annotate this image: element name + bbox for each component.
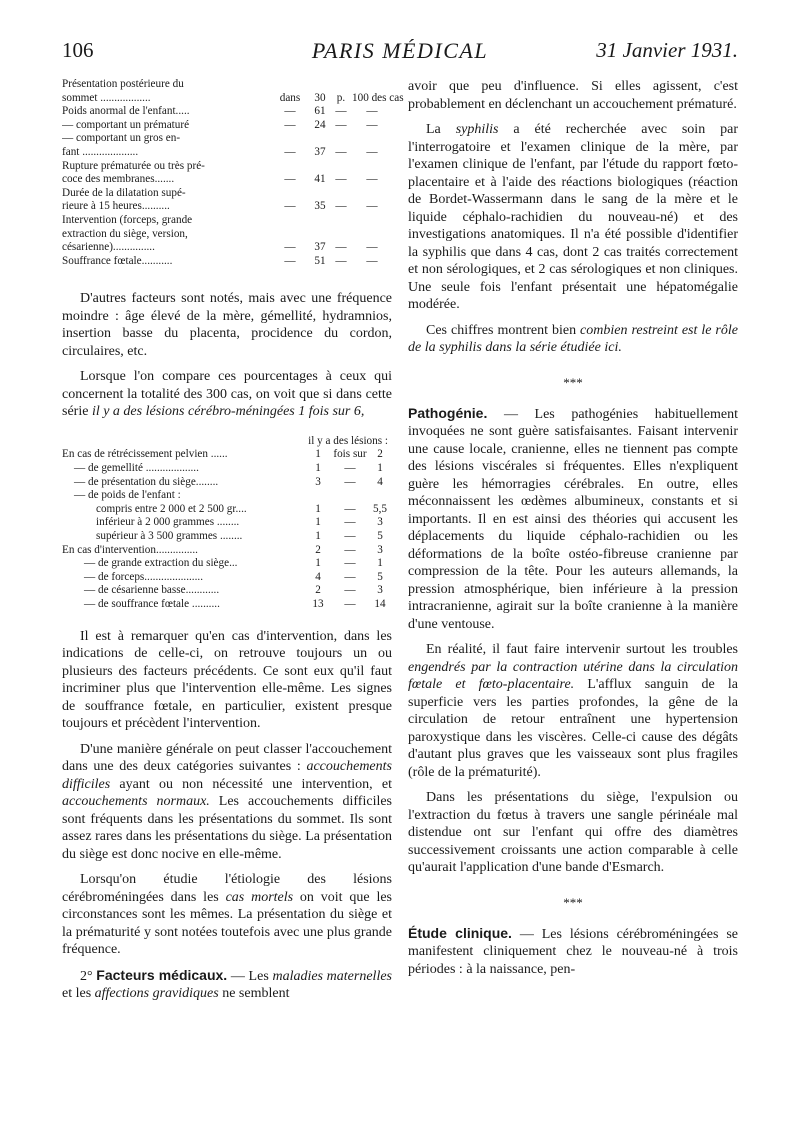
paragraph-continuation: avoir que peu d'influence. Si elles agissent, c'est probablement en déclenchant un accouchement prématuré.: [408, 79, 738, 112]
stats-value: —: [366, 200, 378, 213]
stats-label: rieure à 15 heures..........: [62, 200, 170, 213]
lesion-row: [62, 503, 392, 517]
lesion-value: 1: [315, 529, 321, 542]
stats-value: —: [366, 118, 378, 131]
stats-value: —: [366, 254, 378, 267]
stats-row: [62, 146, 392, 160]
stats-row: [62, 255, 392, 269]
section-separator: ***: [563, 374, 583, 390]
stats-value: —: [284, 241, 296, 254]
lesion-value: 3: [377, 543, 383, 556]
lesion-value: 1: [315, 462, 321, 474]
stats-label: Intervention (forceps, grande: [62, 213, 193, 226]
lesion-value: 4: [377, 475, 383, 488]
paragraph-syphilis: La syphilis a été recherchée avec soin par l'interrogatoire et l'examen clinique de la mère, par l'examen clinique de l'enfant, par l'étude du rapport fœto-placentaire et à l'aide des réactions biologiques (réaction de Bordet-Wassermann dans le sang de la mère et le liquide céphalo-rachidien du nouveau-né) et des investigations anatomiques. Il n'a été possible d'identifier la syphilis que dans 4 cas, dont 2 cas traités correctement et non sérologiques, et 2 cas sérologiques et non cliniques. Une seule fois l'enfant présentait une hépatomégalie modérée.: [408, 122, 738, 312]
lesion-row: [62, 544, 392, 558]
lesion-value: 1: [377, 462, 383, 474]
section-heading-pathogenie: Pathogénie.: [408, 404, 488, 421]
stats-value: —: [284, 118, 296, 131]
lesion-value: 3: [315, 475, 321, 488]
stats-value: —: [335, 254, 347, 267]
lesion-row: [62, 571, 392, 585]
paragraph-classification: D'une manière générale on peut classer l'accouchement dans une des deux catégories suivantes : accouchements difficiles ayant ou non nécessité une intervention, et accouchements normaux. Les accouchements difficiles sont fréquents dans les présentations du sommet. Ils sont assez rares dans les présentations du siège. La présentation du siège est donc nocive en elle-même.: [62, 741, 393, 862]
stats-value: —: [335, 241, 347, 254]
lesion-label: En cas de rétrécissement pelvien ......: [62, 448, 228, 461]
stats-row: [62, 132, 392, 146]
lesion-value: 1: [315, 502, 321, 515]
stats-label: — comportant un prématuré: [62, 118, 190, 131]
page-header: [62, 38, 738, 68]
stats-row: [62, 78, 392, 92]
section-heading-medical-factors: Facteurs médicaux.: [96, 966, 228, 983]
stats-value: —: [284, 105, 296, 118]
paragraph-other-factors: D'autres facteurs sont notés, mais avec une fréquence moindre : âge élevé de la mère, gémellité, hydramnios, insertion basse du placenta, procidence du cordon, circulaires, etc.: [62, 291, 392, 359]
stats-value: —: [284, 173, 296, 186]
lesion-row: [62, 598, 392, 612]
lesion-value: 2: [315, 543, 321, 556]
stats-row: [62, 160, 392, 174]
stats-row: [62, 119, 392, 133]
lesion-value: —: [344, 502, 356, 515]
lesion-row: [62, 530, 392, 544]
stats-value: 24: [314, 118, 326, 131]
stats-value: —: [335, 200, 347, 213]
lesion-frequency-table: [62, 435, 392, 612]
stats-label: Poids anormal de l'enfant.....: [62, 105, 190, 118]
stats-value: —: [335, 145, 347, 158]
lesion-label: — de gemellité ...................: [74, 462, 199, 474]
stats-label: — comportant un gros en-: [62, 132, 181, 145]
stats-value: —: [284, 200, 296, 213]
stats-row: [62, 228, 392, 242]
lesion-label: supérieur à 3 500 grammes ........: [96, 529, 243, 542]
lesion-label: — de grande extraction du siège...: [84, 557, 238, 570]
paragraph-medical-factors: 2° Facteurs médicaux. — Les maladies maternelles et les affections gravidiques ne semblent: [62, 966, 392, 1002]
paragraph-fatal-cases: Lorsqu'on étudie l'étiologie des lésions cérébroméningées dans les cas mortels on voit que les circonstances sont les mêmes. La présentation du siège et la prématurité y sont notées toutefois avec une plus grande fréquence.: [62, 872, 392, 958]
lesion-row: [62, 557, 392, 571]
lesion-label: — de présentation du siège........: [74, 475, 219, 488]
lesion-value: 1: [377, 557, 383, 570]
stats-value: —: [284, 145, 296, 158]
lesion-label: compris entre 2 000 et 2 500 gr....: [96, 502, 247, 515]
paragraph-syphilis-conclusion: Ces chiffres montrent bien combien restreint est le rôle de la syphilis dans la série étudiée ici.: [408, 322, 738, 355]
lesion-value: 1: [315, 448, 321, 461]
lesion-value: 1: [315, 516, 321, 529]
stats-row: [62, 91, 404, 106]
lesion-value: 1: [315, 557, 321, 570]
section-separator: ***: [563, 894, 583, 910]
lesion-value: 2: [315, 584, 321, 597]
lesion-row: [62, 489, 392, 503]
stats-value: 51: [314, 254, 326, 267]
lesion-row: [62, 462, 392, 476]
lesion-value: —: [344, 462, 356, 474]
section-heading-clinical-study: Étude clinique.: [408, 924, 512, 941]
right-column: [408, 78, 738, 978]
journal-title: PARIS MÉDICAL: [311, 38, 489, 63]
issue-date: 31 Janvier 1931.: [596, 38, 738, 62]
lesion-row: [62, 584, 392, 598]
stats-label: extraction du siège, version,: [62, 227, 188, 240]
stats-label: fant ....................: [62, 145, 139, 158]
stats-value: —: [335, 118, 347, 131]
lesion-value: 5: [377, 529, 383, 542]
stats-label: Durée de la dilatation supé-: [62, 186, 186, 199]
stats-value: —: [335, 173, 347, 186]
lesion-value: —: [344, 570, 356, 583]
lesion-value: fois sur: [333, 448, 367, 461]
lesion-row: [62, 448, 392, 462]
stats-row: [62, 241, 392, 255]
lesion-label: En cas d'intervention...............: [62, 543, 198, 556]
stats-value: p.: [336, 91, 346, 104]
paragraph-pathogenie: Pathogénie. — Les pathogénies habituellement invoquées ne sont guère satisfaisantes. Faisant intervenir une cause locale, cranienne, elles ne tiennent pas compte des lésions viscérales si fréquentes. Elles n'expliquent guère les hémorragies cérébrales. En outre, elles méconnaissent les œdèmes albumineux, constants et si importants. Il en est ainsi des théories qui accusent les déplacements du liquide céphalo-rachidien ou les déformations de la boîte ostéo-fibreuse cranienne par compression de la tête. Pour les auteurs allemands, la pression atmosphérique, bien inférieure à la pression intracranienne, agirait sur la boîte cranienne à la manière d'une ventouse.: [408, 404, 738, 632]
lesion-value: 3: [377, 584, 383, 597]
lesion-value: 3: [377, 516, 383, 529]
lesion-value: —: [344, 597, 356, 610]
stats-label: Rupture prématurée ou très pré-: [62, 159, 205, 172]
stats-value: —: [366, 105, 378, 118]
stats-label: sommet ..................: [62, 91, 151, 104]
stats-value: 37: [314, 241, 326, 254]
lesion-value: —: [344, 529, 356, 542]
lesion-value: —: [344, 543, 356, 556]
stats-row: [62, 200, 392, 214]
stats-row: [62, 187, 392, 201]
stats-label: Souffrance fœtale...........: [62, 254, 173, 267]
stats-value: —: [366, 173, 378, 186]
lesion-label: inférieur à 2 000 grammes ........: [96, 516, 240, 529]
risk-factor-table: [62, 78, 404, 268]
lesion-row: [62, 516, 392, 530]
lesion-value: 2: [377, 448, 383, 461]
left-column: [62, 78, 404, 1003]
lesion-row: [62, 476, 392, 490]
stats-value: 30: [314, 91, 326, 104]
paragraph-comparison: Lorsque l'on compare ces pourcentages à ceux qui concernent la totalité des 300 cas, on voit que si dans cette série il y a des lésions cérébro-méningées 1 fois sur 6,: [62, 369, 392, 420]
stats-row: [62, 173, 392, 187]
stats-value: —: [284, 254, 296, 267]
stats-value: 61: [314, 105, 326, 118]
lesion-value: —: [344, 557, 356, 570]
lesion-label: — de césarienne basse............: [84, 584, 220, 597]
stats-label: césarienne)...............: [62, 241, 155, 254]
stats-value: 41: [314, 173, 326, 186]
paragraph-intervention: Il est à remarquer qu'en cas d'intervention, dans les indications de celle-ci, on retrouve toujours un ou plusieurs des facteurs précédents. Ce sont eux qu'il faut incriminer plus que l'intervention elle-même. Les signes de souffrance fœtale, en particulier, existent presque toujours et précèdent l'intervention.: [62, 628, 392, 732]
stats-label: Présentation postérieure du: [62, 78, 184, 90]
stats-row: [62, 214, 392, 228]
page-number: 106: [62, 38, 94, 62]
stats-value: 37: [314, 145, 326, 158]
lesion-label: — de souffrance fœtale ..........: [84, 597, 220, 610]
lesion-value: —: [344, 516, 356, 529]
stats-value: 35: [314, 200, 326, 213]
stats-value: —: [366, 241, 378, 254]
stats-row: [62, 105, 392, 119]
lesion-value: 5,5: [373, 502, 387, 515]
paragraph-uterine-contraction: En réalité, il faut faire intervenir surtout les troubles engendrés par la contraction utérine dans la circulation fœtale et fœto-placentaire. L'afflux sanguin de la superficie vers les parties profondes, la gêne de la circulation de retour entraînent une hypertension paroxystique dans les viscères. Celle-ci cause des dégâts d'autant plus graves que les vaisseaux sont plus fragiles (rôle de la prématurité).: [408, 642, 738, 780]
paragraph-breech: Dans les présentations du siège, l'expulsion ou l'extraction du fœtus à travers une sangle périnéale mal distendue ont sur l'enfant qui offre des diamètres successivement croissants une action comparable à celle qu'aurait l'application d'une bande d'Esmarch.: [408, 790, 738, 875]
lesion-value: 13: [312, 597, 324, 610]
lesion-value: 4: [315, 570, 321, 583]
stats-value: —: [366, 145, 378, 158]
stats-value: —: [335, 105, 347, 118]
lesion-value: —: [344, 584, 356, 597]
lesion-value: 14: [374, 597, 386, 610]
stats-value: 100 des cas: [352, 91, 404, 104]
lesion-label: — de poids de l'enfant :: [74, 489, 181, 502]
lesion-value: 5: [377, 570, 383, 583]
stats-label: coce des membranes.......: [62, 173, 175, 186]
stats-value: dans: [279, 91, 301, 104]
lesion-table-header: il y a des lésions :: [308, 434, 388, 447]
lesion-value: —: [344, 475, 356, 488]
lesion-label: — de forceps.....................: [84, 570, 203, 583]
paragraph-clinical-study: Étude clinique. — Les lésions cérébroméningées se manifestent cliniquement chez le nouveau-né à trois périodes : à la naissance, pen-: [408, 924, 738, 977]
